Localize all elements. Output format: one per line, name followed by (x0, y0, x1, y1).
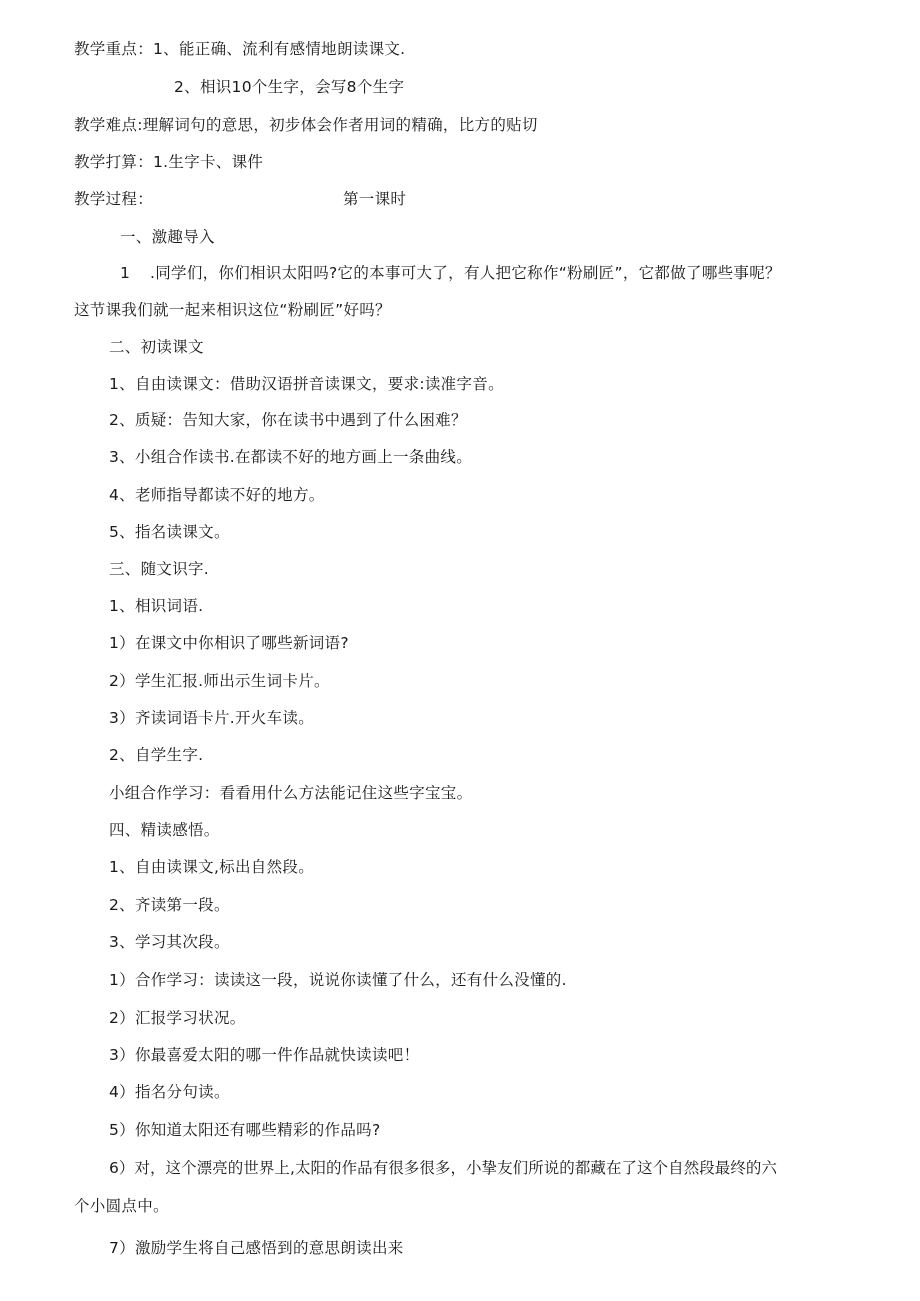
list-item: 2、质疑：告知大家，你在读书中遇到了什么困难？ (109, 411, 467, 429)
prep-line (74, 152, 263, 172)
section-3-heading: 三、随文识字. (109, 560, 210, 578)
prep-label: 教学打算： (74, 153, 154, 171)
list-item: 1、自由读课文,标出自然段。 (109, 858, 314, 876)
section-1-paragraph (120, 263, 781, 283)
paragraph-number: 1 (120, 264, 131, 282)
key-point-2: 2、相识10个生字，会写8个生字 (174, 78, 405, 96)
list-item: 3、小组合作读书.在都读不好的地方画上一条曲线。 (109, 448, 472, 466)
section-2-heading: 二、初读课文 (109, 338, 204, 356)
difficulty-label: 教学难点: (74, 116, 143, 134)
list-item: 2、齐读第一段。 (109, 896, 230, 914)
list-item: 4）指名分句读。 (109, 1083, 230, 1101)
key-points-line (74, 39, 405, 59)
list-item: 2）学生汇报.师出示生词卡片。 (109, 672, 330, 690)
list-item: 1）在课文中你相识了哪些新词语? (109, 634, 349, 652)
difficulty-text: 理解词句的意思，初步体会作者用词的精确，比方的贴切 (142, 116, 538, 134)
difficulty-line (74, 115, 538, 135)
key-point-1: 1、能正确、流利有感情地朗读课文. (153, 40, 406, 58)
list-item: 1、相识词语. (109, 597, 204, 615)
list-item-cont: 个小圆点中。 (74, 1197, 169, 1215)
list-item: 7）激励学生将自己感悟到的意思朗读出来 (109, 1239, 404, 1257)
process-label: 教学过程： (74, 190, 154, 208)
section-1-heading: 一、激趣导入 (120, 228, 215, 246)
list-item: 3、学习其次段。 (109, 933, 230, 951)
list-item: 5）你知道太阳还有哪些精彩的作品吗? (109, 1121, 381, 1139)
section-1-paragraph-cont: 这节课我们就一起来相识这位“粉刷匠”好吗？ (74, 301, 391, 319)
paragraph-text: .同学们，你们相识太阳吗?它的本事可大了，有人把它称作“粉刷匠”，它都做了哪些事呢？ (150, 264, 781, 282)
list-item: 5、指名读课文。 (109, 523, 230, 541)
list-item: 4、老师指导都读不好的地方。 (109, 486, 325, 504)
list-item: 小组合作学习：看看用什么方法能记住这些字宝宝。 (109, 784, 473, 802)
section-4-heading: 四、精读感悟。 (109, 821, 220, 839)
list-item: 1、自由读课文：借助汉语拼音读课文，要求:读准字音。 (109, 375, 504, 393)
list-item: 3）齐读词语卡片.开火车读。 (109, 709, 314, 727)
key-points-label: 教学重点： (74, 40, 154, 58)
prep-text: 1.生字卡、课件 (153, 153, 264, 171)
list-item: 1）合作学习：读读这一段，说说你读懂了什么，还有什么没懂的. (109, 971, 567, 989)
lesson-title: 第一课时 (343, 190, 407, 208)
list-item: 6）对，这个漂亮的世界上,太阳的作品有很多很多，小挚友们所说的都藏在了这个自然段最终的六 (109, 1159, 777, 1177)
list-item: 2）汇报学习状况。 (109, 1009, 246, 1027)
list-item: 3）你最喜爱太阳的哪一件作品就快读读吧！ (109, 1046, 420, 1064)
list-item: 2、自学生字. (109, 746, 204, 764)
